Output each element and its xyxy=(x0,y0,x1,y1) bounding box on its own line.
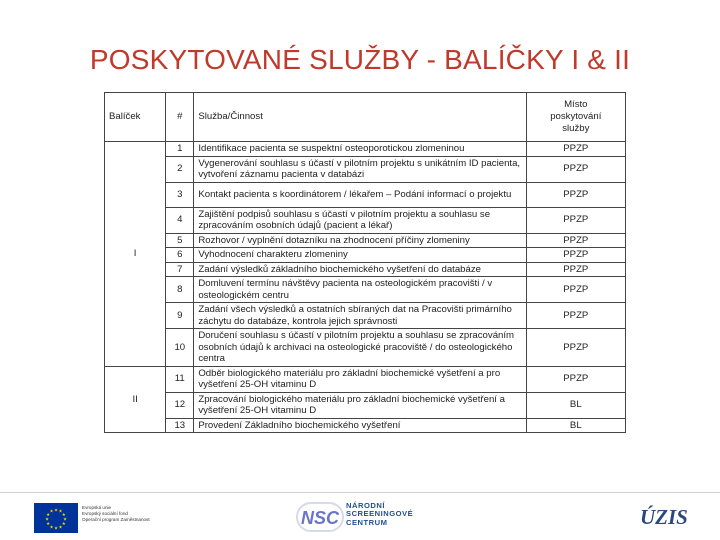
eu-star-icon: ★ xyxy=(46,512,51,517)
row-number: 1 xyxy=(166,142,194,157)
table-row xyxy=(105,248,626,263)
header-place-line: Místo xyxy=(564,99,588,110)
service-cell: Odběr biologického materiálu pro základní biochemické vyšetření a pro vyšetření 25-OH vitaminu D xyxy=(194,366,526,392)
services-table-container xyxy=(104,92,626,478)
table-row xyxy=(105,233,626,248)
place-cell: PPZP xyxy=(526,366,625,392)
place-cell: PPZP xyxy=(526,233,625,248)
place-cell: BL xyxy=(526,418,625,433)
table-row xyxy=(105,207,626,233)
nsc-line: SCREENINGOVÉ xyxy=(346,509,414,519)
service-cell: Zadání všech výsledků a ostatních sbíraných dat na Pracovišti primárního záchytu do databáze, kontrola jejich správnosti xyxy=(194,303,526,329)
header-place-line: služby xyxy=(562,123,590,134)
service-cell: Zadání výsledků základního biochemického vyšetření do databáze xyxy=(194,262,526,277)
nsc-logo-text: NSC xyxy=(300,508,340,528)
eu-star-icon: ★ xyxy=(46,521,51,526)
row-number: 2 xyxy=(166,156,194,182)
service-cell: Zajištění podpisů souhlasu s účastí v pilotním projektu a souhlasu se zpracováním osobních údajů (pacient a lékař) xyxy=(194,207,526,233)
eu-line: Evropská unie xyxy=(82,505,112,510)
place-cell: PPZP xyxy=(526,277,625,303)
place-cell: PPZP xyxy=(526,182,625,207)
row-number: 8 xyxy=(166,277,194,303)
service-cell: Vygenerování souhlasu s účastí v pilotním projektu s unikátním ID pacienta, vytvoření záznamu pacienta v databázi xyxy=(194,156,526,182)
table-row xyxy=(105,329,626,367)
service-cell: Provedení Základního biochemického vyšetření xyxy=(194,418,526,433)
place-cell: PPZP xyxy=(526,329,625,367)
eu-star-icon: ★ xyxy=(58,524,63,530)
eu-star-icon: ★ xyxy=(49,508,54,514)
row-number: 7 xyxy=(166,262,194,277)
table-row xyxy=(105,182,626,207)
place-cell: PPZP xyxy=(526,262,625,277)
eu-star-icon: ★ xyxy=(61,512,66,517)
row-number: 11 xyxy=(166,366,194,392)
table-row xyxy=(105,392,626,418)
table-row xyxy=(105,303,626,329)
slide-title: POSKYTOVANÉ SLUŽBY - BALÍČKY I & II xyxy=(89,44,631,75)
place-cell: PPZP xyxy=(526,248,625,263)
row-number: 5 xyxy=(166,233,194,248)
place-cell: PPZP xyxy=(526,303,625,329)
header-place xyxy=(526,93,625,142)
uzis-logo: ÚZIS xyxy=(640,505,688,529)
table-row xyxy=(105,142,626,157)
table-body xyxy=(105,142,626,433)
service-cell: Zpracování biologického materiálu pro základní biochemické vyšetření a vyšetření 25-OH vitaminu D xyxy=(194,392,526,418)
eu-line: Operační program Zaměstnanost xyxy=(82,517,150,523)
place-cell: PPZP xyxy=(526,156,625,182)
package-cell: I xyxy=(105,142,166,367)
eu-line: Evropský sociální fond xyxy=(82,511,128,517)
service-cell: Doručení souhlasu s účastí v pilotním projektu a souhlasu se zpracováním osobních údajů k archivaci na osteologické pracoviště / do osteologického centra xyxy=(194,329,526,367)
header-place-line: poskytování xyxy=(550,111,602,122)
services-table xyxy=(104,92,626,433)
table-header-row xyxy=(105,93,626,142)
row-number: 4 xyxy=(166,207,194,233)
service-cell: Domluvení termínu návštěvy pacienta na osteologickém pracovišti / v osteologickém centru xyxy=(194,277,526,303)
row-number: 6 xyxy=(166,248,194,263)
row-number: 9 xyxy=(166,303,194,329)
nsc-line: CENTRUM xyxy=(346,517,388,527)
eu-star-icon: ★ xyxy=(61,521,66,526)
row-number: 10 xyxy=(166,329,194,367)
place-cell: PPZP xyxy=(526,207,625,233)
eu-star-icon: ★ xyxy=(49,524,54,530)
eu-star-icon: ★ xyxy=(44,516,50,522)
row-number: 3 xyxy=(166,182,194,207)
header-number: # xyxy=(166,93,194,142)
place-cell: BL xyxy=(526,392,625,418)
header-package: Balíček xyxy=(105,93,166,142)
nsc-logo xyxy=(296,501,344,533)
table-row xyxy=(105,366,626,392)
package-cell: II xyxy=(105,366,166,433)
table-row xyxy=(105,277,626,303)
row-number: 12 xyxy=(166,392,194,418)
row-number: 13 xyxy=(166,418,194,433)
place-cell: PPZP xyxy=(526,142,625,157)
eu-star-icon: ★ xyxy=(53,525,59,531)
eu-flag-icon xyxy=(34,503,78,533)
table-row xyxy=(105,262,626,277)
eu-star-icon: ★ xyxy=(62,516,68,522)
service-cell: Kontakt pacienta s koordinátorem / lékařem – Podání informací o projektu xyxy=(194,182,526,207)
nsc-text xyxy=(346,502,413,527)
table-row xyxy=(105,156,626,182)
footer-divider xyxy=(0,492,720,493)
service-cell: Vyhodnocení charakteru zlomeniny xyxy=(194,248,526,263)
service-cell: Rozhovor / vyplnění dotazníku na zhodnocení příčiny zlomeniny xyxy=(194,233,526,248)
table-row xyxy=(105,418,626,433)
eu-text xyxy=(82,505,150,524)
header-service: Služba/Činnost xyxy=(194,93,526,142)
eu-star-icon: ★ xyxy=(58,508,63,514)
nsc-line: NÁRODNÍ xyxy=(346,501,385,510)
service-cell: Identifikace pacienta se suspektní osteoporotickou zlomeninou xyxy=(194,142,526,157)
eu-star-icon: ★ xyxy=(53,507,59,513)
